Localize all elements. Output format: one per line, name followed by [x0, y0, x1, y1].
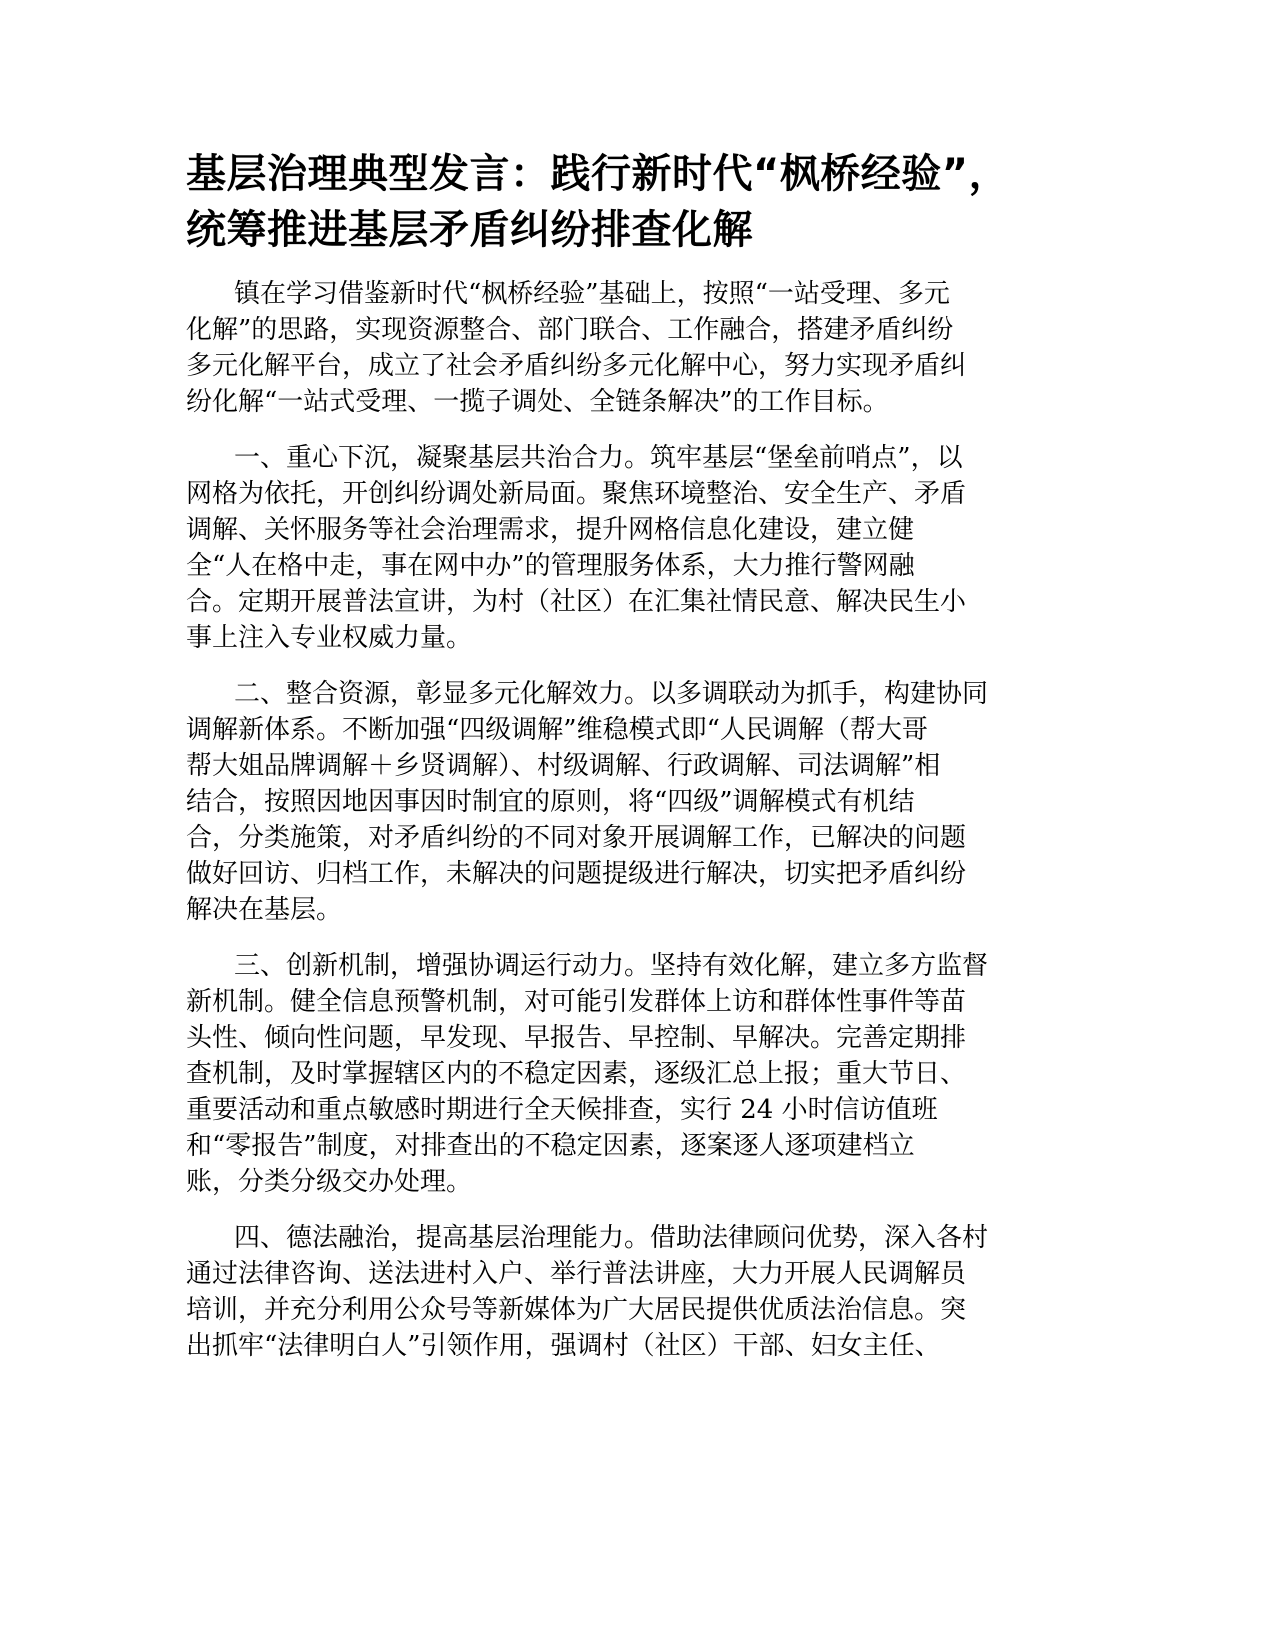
text-line: 结合，按照因地因事因时制宜的原则，将“四级”调解模式有机结: [186, 787, 915, 817]
paragraph-section-4: [186, 1220, 1076, 1364]
document-body: [186, 276, 1076, 1384]
text-line: 化解”的思路，实现资源整合、部门联合、工作融合，搭建矛盾纠纷: [186, 315, 954, 345]
text-line: 调解新体系。不断加强“四级调解”维稳模式即“人民调解（帮大哥: [186, 715, 928, 745]
text-line: 事上注入专业权威力量。: [186, 623, 473, 653]
text-line: 全“人在格中走，事在网中办”的管理服务体系，大力推行警网融: [186, 551, 915, 581]
title-line: 统筹推进基层矛盾纠纷排查化解: [186, 207, 753, 253]
text-line: 重要活动和重点敏感时期进行全天候排查，实行 24 小时信访值班: [186, 1095, 938, 1125]
paragraph-section-3: [186, 948, 1076, 1200]
text-line: 账，分类分级交办处理。: [186, 1167, 473, 1197]
text-line: 新机制。健全信息预警机制，对可能引发群体上访和群体性事件等苗: [186, 987, 967, 1017]
text-line: 培训，并充分利用公众号等新媒体为广大居民提供优质法治信息。突: [186, 1295, 967, 1325]
text-line: 一、重心下沉，凝聚基层共治合力。筑牢基层“堡垒前哨点”，以: [234, 443, 963, 473]
text-line: 通过法律咨询、送法进村入户、举行普法讲座，大力开展人民调解员: [186, 1259, 967, 1289]
paragraph-section-1: [186, 440, 1076, 656]
text-line: 网格为依托，开创纠纷调处新局面。聚焦环境整治、安全生产、矛盾: [186, 479, 967, 509]
text-line: 出抓牢“法律明白人”引领作用，强调村（社区）干部、妇女主任、: [186, 1331, 941, 1361]
text-line: 多元化解平台，成立了社会矛盾纠纷多元化解中心，努力实现矛盾纠: [186, 351, 967, 381]
title-line: 基层治理典型发言：践行新时代“枫桥经验”，: [186, 151, 1010, 197]
paragraph-intro: [186, 276, 1076, 420]
text-line: 做好回访、归档工作，未解决的问题提级进行解决，切实把矛盾纠纷: [186, 859, 967, 889]
text-line: 四、德法融治，提高基层治理能力。借助法律顾问优势，深入各村: [234, 1223, 989, 1253]
text-line: 查机制，及时掌握辖区内的不稳定因素，逐级汇总上报；重大节日、: [186, 1059, 967, 1089]
text-line: 和“零报告”制度，对排查出的不稳定因素，逐案逐人逐项建档立: [186, 1131, 915, 1161]
text-line: 解决在基层。: [186, 895, 343, 925]
text-line: 调解、关怀服务等社会治理需求，提升网格信息化建设，建立健: [186, 515, 915, 545]
text-line: 纷化解“一站式受理、一揽子调处、全链条解决”的工作目标。: [186, 387, 889, 417]
text-line: 合。定期开展普法宣讲，为村（社区）在汇集社情民意、解决民生小: [186, 587, 967, 617]
paragraph-section-2: [186, 676, 1076, 928]
text-line: 镇在学习借鉴新时代“枫桥经验”基础上，按照“一站受理、多元: [234, 279, 950, 309]
text-line: 二、整合资源，彰显多元化解效力。以多调联动为抓手，构建协同: [234, 679, 989, 709]
document-title: [186, 146, 1086, 258]
text-line: 三、创新机制，增强协调运行动力。坚持有效化解，建立多方监督: [234, 951, 989, 981]
text-line: 帮大姐品牌调解＋乡贤调解）、村级调解、行政调解、司法调解”相: [186, 751, 941, 781]
text-line: 合，分类施策，对矛盾纠纷的不同对象开展调解工作，已解决的问题: [186, 823, 967, 853]
text-line: 头性、倾向性问题，早发现、早报告、早控制、早解决。完善定期排: [186, 1023, 967, 1053]
